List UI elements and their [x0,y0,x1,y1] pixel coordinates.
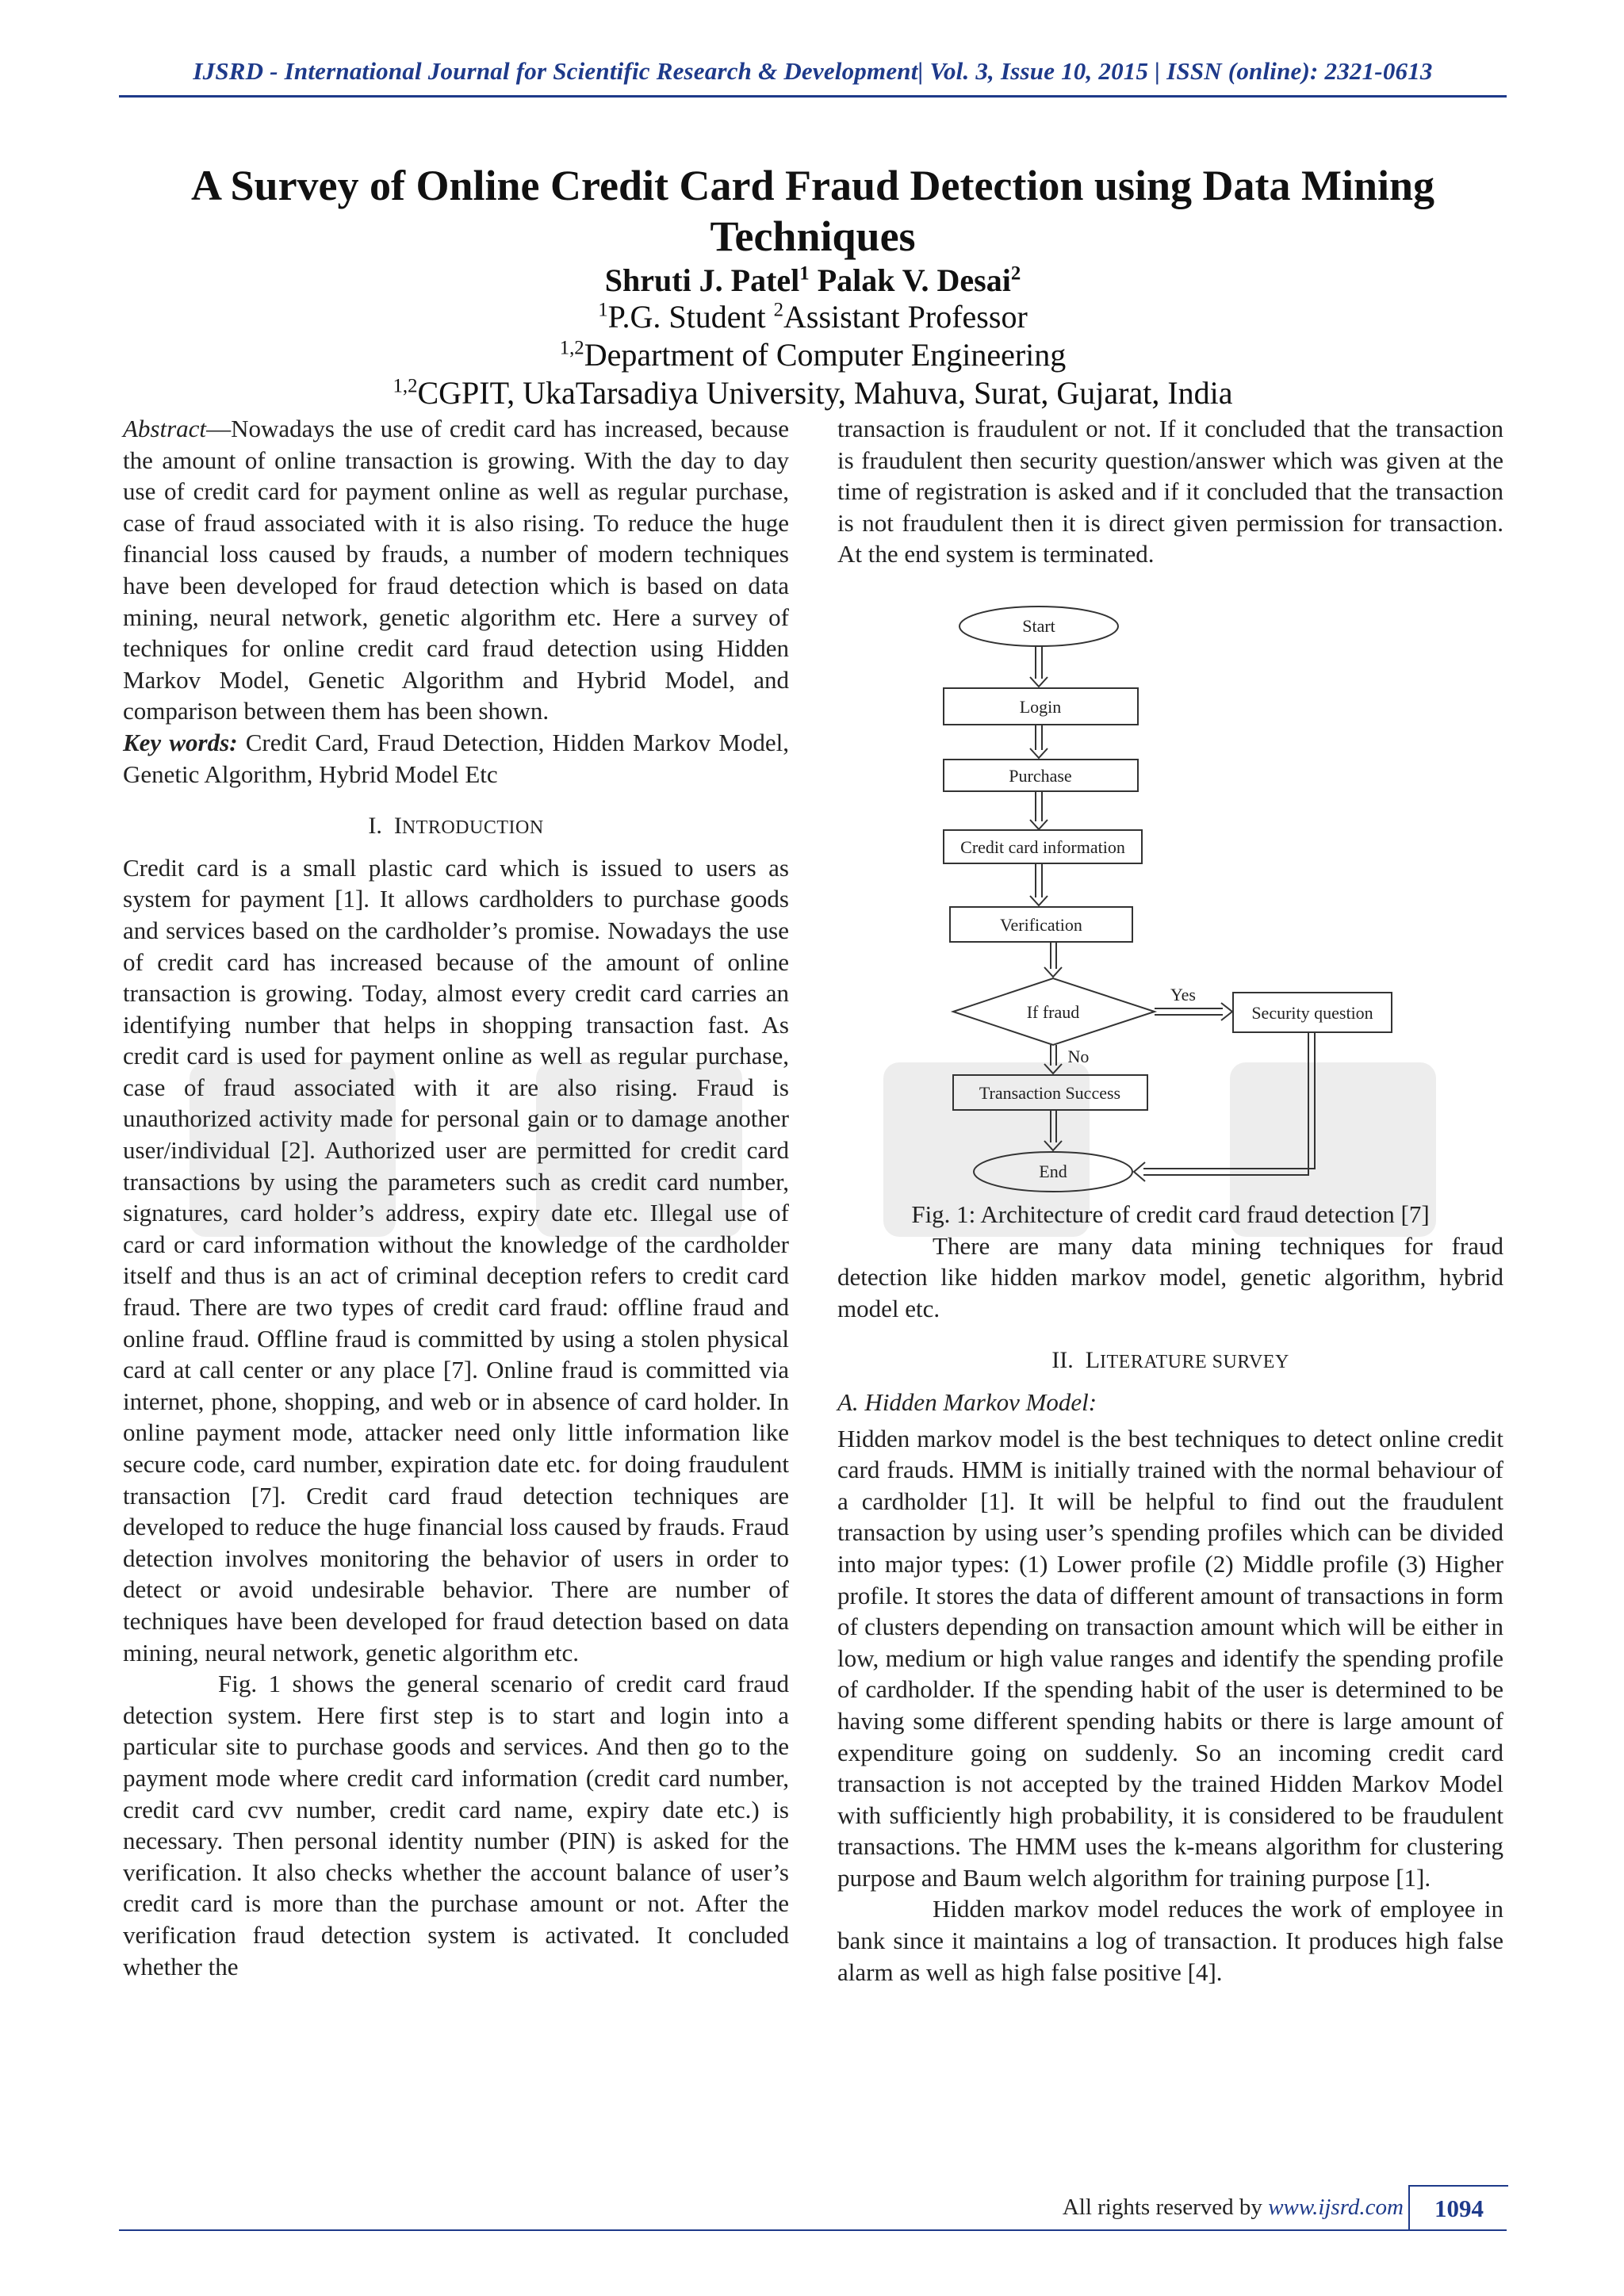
flow-success-label: Transaction Success [979,1083,1121,1103]
affiliation-line-3 [119,374,1507,411]
flow-start-label: Start [1022,616,1055,636]
section-number: I. [368,813,382,840]
right-paragraph-techniques: There are many data mining techniques for fraud detection like hidden markov model, genetic algorithm, hybrid model etc. [837,1231,1503,1322]
affiliation-line-1 [119,298,1507,335]
flow-login-label: Login [1019,697,1062,717]
footer-rights [1031,2195,1404,2221]
aff-text: Department of Computer Engineering [584,337,1067,373]
abstract-label: Abstract [123,415,207,442]
intro-paragraph-1: Credit card is a small plastic card which is issued to users as system for payment [1]. It allows cardholders to purchase goods and services based on the cardholder’s promise. Nowadays the use of credit card has increased because of the amount of online transaction is growing. Today, almost every credit card carries an identifying number that helps in shopping transaction fast. As credit card is used for payment online as well as regular purchase, case of fraud associated with it are also rising. Fraud is unauthorized activity made for personal gain or to damage another user/individual [2]. Authorized user are permitted for credit card transactions by using the parameters such as credit card number, signatures, card holder’s address, expiry date etc. Illegal use of card or card information without the knowledge of the cardholder itself and thus is an act of criminal deception refers to credit card fraud. There are two types of credit card fraud: offline fraud and online fraud. Offline fraud is committed by using a stolen physical card at call center or any place [7]. Online fraud is committed via internet, phone, shopping, and web or in absence of card holder. In online payment mode, attacker need only little information like secure code, card number, expiration date etc. for doing fraudulent transaction [7]. Credit card fraud detection techniques are developed to reduce the huge financial loss caused by frauds. Fraud detection involves monitoring the behavior of users in order to detect or avoid undesirable behavior. There are number of techniques have been developed for fraud detection based on data mining, neural network, genetic algorithm etc. [123,853,789,1667]
author-2-sup: 2 [1010,262,1021,285]
section-rest: ITERATURE SURVEY [1100,1352,1289,1373]
aff-text: Assistant Professor [783,299,1028,335]
page-number: 1094 [1408,2185,1508,2231]
aff-text: P.G. Student [607,299,774,335]
section-number: II. [1051,1347,1074,1374]
hmm-paragraph-2: Hidden markov model reduces the work of employee in bank since it maintains a log of transaction. It produces high false alarm as well as high false positive [4]. [837,1895,1503,1986]
author-line [119,262,1507,299]
flow-verification-label: Verification [1000,915,1082,935]
right-column-bottom [837,1199,1503,1988]
aff-sup: 1,2 [559,337,584,359]
section-initial: L [1085,1347,1101,1374]
author-1-sup: 1 [799,262,810,285]
figure-caption: Fig. 1: Architecture of credit card fraud detection [7] [911,1200,1430,1228]
section-heading-literature [837,1345,1503,1379]
keywords-text: Credit Card, Fraud Detection, Hidden Markov Model, Genetic Algorithm, Hybrid Model Etc [123,728,789,788]
right-column-top [837,413,1503,570]
abstract-text: —Nowadays the use of credit card has increased, because the amount of online transaction is growing. With the day to day use of credit card for payment online as well as regular purchase, case of fraud associated with it is also rising. To reduce the huge financial loss caused by frauds, a number of modern techniques have been developed for fraud detection which is based on data mining, neural network, genetic algorithm etc. Here a survey of techniques for online credit card fraud detection using Hidden Markov Model, Genetic Algorithm and Hybrid Model, and comparison between them has been shown. [123,415,789,725]
aff-text: CGPIT, UkaTarsadiya University, Mahuva, Surat, Gujarat, India [417,375,1233,411]
flowchart-figure [936,603,1411,1205]
intro-paragraph-2: Fig. 1 shows the general scenario of credit card fraud detection system. Here first step is to start and login into a particular site to purchase goods and services. And then go to the payment mode where credit card information (credit card number, credit card cvv number, credit card name, expiry date etc.) is necessary. Then personal identity number (PIN) is asked for the verification. It also checks whether the account balance of user’s credit card is more than the purchase amount or not. After the verification fraud detection system is activated. It concluded whether the [123,1670,789,1980]
affiliation-line-2 [119,336,1507,373]
flow-ccinfo-label: Credit card information [960,837,1125,857]
section-rest: NTRODUCTION [401,817,544,839]
header-rule [119,95,1507,98]
aff-sup: 1 [598,299,608,321]
flow-end-label: End [1039,1161,1067,1181]
journal-header: IJSRD - International Journal for Scientific Research & Development| Vol. 3, Issue 10, 2015 | ISSN (online): 2321-0613 [193,57,1433,85]
aff-sup: 2 [773,299,783,321]
flow-purchase-label: Purchase [1009,766,1072,786]
section-initial: I [393,813,402,840]
aff-sup: 1,2 [393,375,418,397]
flow-security-label: Security question [1251,1003,1373,1023]
flow-decision-label: If fraud [1026,1002,1080,1022]
right-paragraph-continued: transaction is fraudulent or not. If it concluded that the transaction is fraudulent then security question/answer which was given at the time of registration is asked and if it concluded that the transaction is not fraudulent then it is direct given permission for transaction. At the end system is terminated. [837,415,1503,568]
abstract [123,413,789,727]
author-1: Shruti J. Patel [604,262,800,298]
left-column [123,413,789,1982]
footer-rule [119,2229,1507,2231]
keywords [123,727,789,790]
flow-yes-label: Yes [1170,985,1197,1004]
footer-text: All rights reserved by [1062,2195,1269,2220]
hmm-paragraph-1: Hidden markov model is the best techniques to detect online credit card frauds. HMM is initially trained with the normal behaviour of a cardholder [1]. It will be helpful to find out the fraudulent transaction by using user’s spending profiles which can be divided into major types: (1) Lower profile (2) Middle profile (3) Higher profile. It stores the data of different amount of transactions in form of clusters depending on transaction amount which will be either in low, medium or high value ranges and identify the spending profile of cardholder. If the spending habit of the user is determined to be having some different spending habits or there is large amount of expenditure going on suddenly. So an incoming credit card transaction is not accepted by the trained Hidden Markov Model with sufficiently high probability, it is considered to be fraudulent transactions. The HMM uses the k-means algorithm for clustering purpose and Baum welch algorithm for training purpose [1]. [837,1424,1503,1892]
subsection-heading-hmm: A. Hidden Markov Model: [837,1387,1097,1416]
footer-site-link[interactable]: www.ijsrd.com [1268,2195,1404,2220]
keywords-label: Key words: [123,728,238,756]
author-2: Palak V. Desai [817,262,1011,298]
flow-no-label: No [1067,1047,1090,1066]
paper-title: A Survey of Online Credit Card Fraud Detection using Data Mining Techniques [190,162,1435,260]
section-heading-introduction [123,810,789,844]
